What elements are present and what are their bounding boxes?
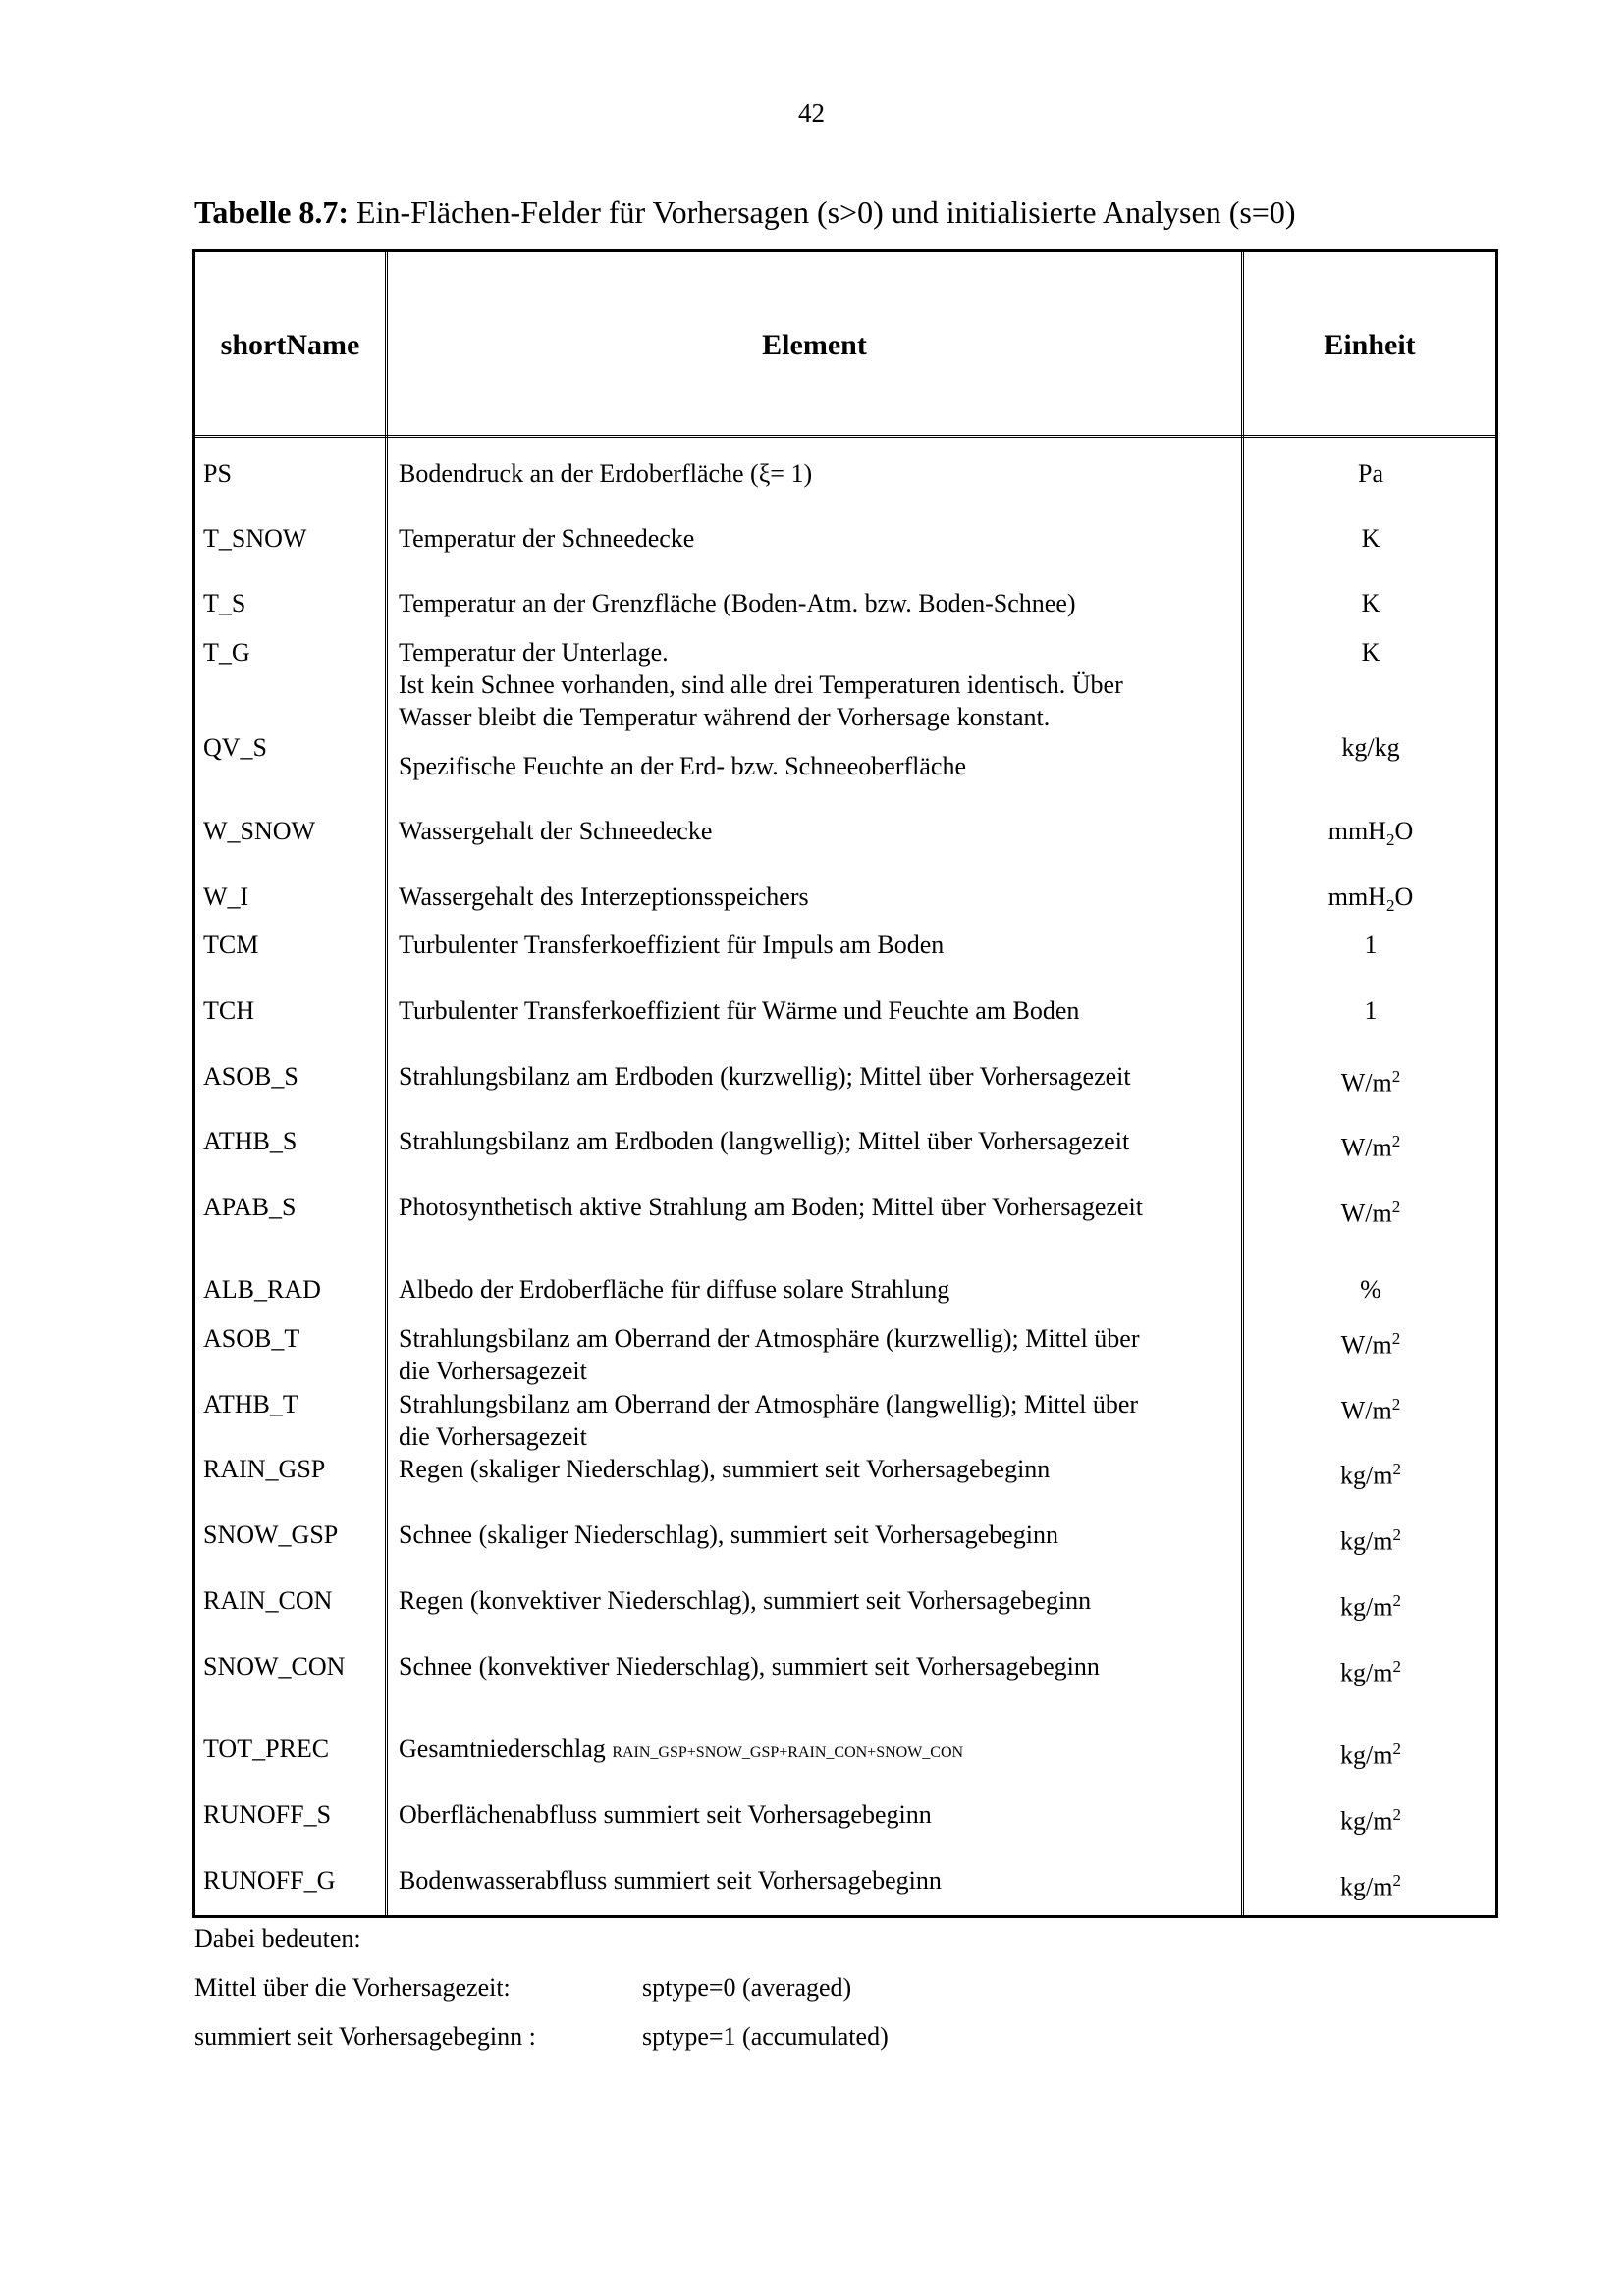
- caption-label: Tabelle 8.7:: [194, 194, 350, 230]
- row-unit-superscript: 2: [1391, 1132, 1401, 1150]
- row-element: [399, 881, 809, 913]
- row-element: [399, 1733, 963, 1769]
- row-element-text: Strahlungsbilanz am Oberrand der Atmosphäre (kurzwellig); Mittel über: [399, 1324, 1140, 1353]
- footnote-value-averaged: sptype=0 (averaged): [642, 1973, 852, 2002]
- row-unit-superscript: 2: [1392, 1871, 1401, 1890]
- row-element: [399, 1798, 932, 1831]
- header-element: Element: [762, 329, 867, 361]
- row-element: [399, 994, 1079, 1027]
- row-element-text: Gesamtniederschlag: [399, 1735, 613, 1763]
- row-unit-text: W/m: [1340, 1396, 1392, 1425]
- row-unit: [1245, 1388, 1496, 1427]
- row-element: [399, 522, 694, 555]
- row-unit-text: 1: [1364, 996, 1378, 1025]
- row-shortname: PS: [203, 459, 232, 488]
- row-unit-superscript: 2: [1392, 1591, 1401, 1610]
- row-element-text: Regen (konvektiver Niederschlag), summiert seit Vorhersagebeginn: [399, 1586, 1092, 1615]
- row-unit: [1245, 929, 1496, 961]
- row-unit-superscript: 2: [1391, 1198, 1401, 1216]
- row-element-text: Temperatur der Unterlage.: [399, 638, 669, 667]
- row-shortname: SNOW_GSP: [203, 1521, 339, 1549]
- row-element-text: Strahlungsbilanz am Oberrand der Atmosphäre (langwellig); Mittel über: [399, 1390, 1139, 1418]
- row-unit: [1245, 457, 1496, 490]
- row-element: [399, 929, 944, 961]
- header-einheit: Einheit: [1324, 329, 1416, 361]
- row-element-text: Wassergehalt der Schneedecke: [399, 817, 713, 845]
- row-element: [399, 457, 812, 490]
- row-element-text: Turbulenter Transferkoeffizient für Wärme und Feuchte am Boden: [399, 996, 1080, 1025]
- row-unit-text: K: [1361, 638, 1380, 667]
- row-unit-tail: O: [1394, 817, 1414, 845]
- row-unit-text: kg/m: [1340, 1872, 1393, 1901]
- row-unit-text: W/m: [1340, 1330, 1392, 1360]
- row-unit: [1245, 1650, 1496, 1689]
- row-unit-text: W/m: [1340, 1068, 1392, 1097]
- row-shortname: ATHB_S: [203, 1127, 298, 1155]
- row-unit: [1245, 1584, 1496, 1624]
- row-shortname: RUNOFF_G: [203, 1866, 336, 1895]
- row-unit-text: kg/m: [1340, 1526, 1393, 1556]
- row-element-continuation: Wasser bleibt die Temperatur während der Vorhersage konstant.: [399, 703, 1051, 731]
- footnote-intro: Dabei bedeuten:: [194, 1924, 361, 1952]
- row-unit-text: %: [1360, 1275, 1381, 1304]
- column-divider-1: [385, 249, 388, 1918]
- row-element-text: Wassergehalt des Interzeptionsspeichers: [399, 882, 809, 911]
- row-shortname: ALB_RAD: [203, 1275, 321, 1304]
- row-shortname: RUNOFF_S: [203, 1800, 332, 1829]
- row-unit-superscript: 2: [1392, 1460, 1401, 1478]
- row-shortname: W_I: [203, 882, 249, 911]
- row-shortname: TCH: [203, 996, 254, 1025]
- row-element-continuation: Ist kein Schnee vorhanden, sind alle drei Temperaturen identisch. Über: [399, 670, 1123, 699]
- row-shortname: T_G: [203, 638, 250, 667]
- header-shortname: shortName: [220, 329, 360, 361]
- row-unit-text: W/m: [1340, 1133, 1392, 1162]
- row-element: [399, 1864, 942, 1896]
- row-unit: [1245, 1864, 1496, 1903]
- row-element: [399, 1650, 1100, 1682]
- row-unit: [1245, 522, 1496, 555]
- header-divider: [192, 435, 1498, 438]
- row-unit: [1245, 731, 1496, 764]
- row-unit-text: mmH: [1327, 817, 1386, 845]
- row-unit-text: mmH: [1327, 882, 1386, 911]
- row-unit: [1245, 1191, 1496, 1230]
- row-element: [399, 1388, 1138, 1453]
- row-shortname: ASOB_S: [203, 1062, 298, 1091]
- footnote-term-accumulated: summiert seit Vorhersagebeginn :: [194, 2022, 536, 2051]
- row-element: [399, 1584, 1091, 1617]
- row-shortname: T_S: [203, 589, 246, 617]
- row-unit: [1245, 1519, 1496, 1558]
- row-element: [399, 815, 712, 847]
- row-unit-superscript: 2: [1392, 1525, 1401, 1544]
- row-element-formula: RAIN_GSP+SNOW_GSP+RAIN_CON+SNOW_CON: [612, 1744, 964, 1761]
- row-shortname: ASOB_T: [203, 1324, 300, 1353]
- row-element: [399, 1125, 1129, 1157]
- row-element-text: Bodenwasserabfluss summiert seit Vorhersagebeginn: [399, 1866, 942, 1895]
- row-unit: [1245, 815, 1496, 856]
- column-divider-2: [1241, 249, 1244, 1918]
- footnote-value-accumulated: sptype=1 (accumulated): [642, 2022, 889, 2051]
- row-element-text: Schnee (konvektiver Niederschlag), summiert seit Vorhersagebeginn: [399, 1652, 1100, 1681]
- row-unit-text: 1: [1364, 931, 1378, 959]
- row-element-text: Temperatur der Schneedecke: [399, 524, 695, 553]
- row-unit-subscript: 2: [1385, 830, 1395, 850]
- row-element-text: Regen (skaliger Niederschlag), summiert seit Vorhersagebeginn: [399, 1455, 1051, 1483]
- row-unit: [1245, 1125, 1496, 1164]
- table-caption: [194, 194, 1296, 231]
- row-unit: [1245, 1060, 1496, 1099]
- row-element-text: Schnee (skaliger Niederschlag), summiert seit Vorhersagebeginn: [399, 1521, 1058, 1549]
- row-unit-text: Pa: [1358, 459, 1383, 488]
- row-unit-text: K: [1361, 524, 1380, 553]
- row-shortname: ATHB_T: [203, 1390, 298, 1418]
- row-element-text: Photosynthetisch aktive Strahlung am Boden; Mittel über Vorhersagezeit: [399, 1193, 1143, 1221]
- row-element-text: Strahlungsbilanz am Erdboden (kurzwellig); Mittel über Vorhersagezeit: [399, 1062, 1131, 1091]
- row-unit-superscript: 2: [1392, 1657, 1401, 1676]
- row-unit: [1245, 1322, 1496, 1362]
- row-unit-text: kg/m: [1340, 1592, 1393, 1622]
- row-unit: [1245, 881, 1496, 922]
- row-element: [399, 636, 1123, 733]
- row-unit-text: K: [1361, 589, 1380, 617]
- row-unit-superscript: 2: [1391, 1395, 1401, 1414]
- row-element: [399, 1273, 949, 1306]
- row-element: [399, 587, 1076, 619]
- row-unit: [1245, 636, 1496, 668]
- row-element-text: Spezifische Feuchte an der Erd- bzw. Schneeoberfläche: [399, 752, 966, 780]
- row-unit-text: W/m: [1340, 1199, 1392, 1228]
- row-unit: [1245, 587, 1496, 619]
- row-element-text: Bodendruck an der Erdoberfläche (ξ= 1): [399, 459, 813, 488]
- row-unit: [1245, 1273, 1496, 1306]
- row-unit-superscript: 2: [1391, 1329, 1401, 1348]
- row-element: [399, 750, 966, 782]
- row-unit-text: kg/m: [1340, 1740, 1393, 1770]
- row-element-text: Oberflächenabfluss summiert seit Vorhersagebeginn: [399, 1800, 932, 1829]
- row-element: [399, 1519, 1058, 1551]
- row-shortname: APAB_S: [203, 1193, 297, 1221]
- page-number: 42: [798, 98, 825, 128]
- footnote-term-averaged: Mittel über die Vorhersagezeit:: [194, 1973, 511, 2002]
- row-element-continuation: die Vorhersagezeit: [399, 1422, 587, 1451]
- row-element-text: Turbulenter Transferkoeffizient für Impuls am Boden: [399, 931, 945, 959]
- row-shortname: QV_S: [203, 733, 268, 762]
- row-unit: [1245, 1453, 1496, 1492]
- row-element-continuation: die Vorhersagezeit: [399, 1357, 587, 1385]
- row-unit-text: kg/m: [1340, 1806, 1393, 1836]
- row-element-text: Temperatur an der Grenzfläche (Boden-Atm. bzw. Boden-Schnee): [399, 589, 1076, 617]
- row-unit: [1245, 1733, 1496, 1772]
- row-unit-tail: O: [1394, 882, 1414, 911]
- row-unit-superscript: 2: [1392, 1739, 1401, 1758]
- row-element-text: Albedo der Erdoberfläche für diffuse solare Strahlung: [399, 1275, 950, 1304]
- row-unit: [1245, 994, 1496, 1027]
- row-shortname: TOT_PREC: [203, 1735, 330, 1763]
- row-unit-superscript: 2: [1392, 1805, 1401, 1824]
- row-unit-superscript: 2: [1391, 1067, 1401, 1086]
- row-unit-text: kg/m: [1340, 1461, 1393, 1490]
- row-shortname: T_SNOW: [203, 524, 307, 553]
- row-unit-text: kg/m: [1340, 1658, 1393, 1687]
- row-element: [399, 1453, 1050, 1485]
- row-shortname: SNOW_CON: [203, 1652, 346, 1681]
- row-unit-text: kg/kg: [1341, 733, 1400, 762]
- row-element: [399, 1191, 1143, 1223]
- row-shortname: RAIN_GSP: [203, 1455, 326, 1483]
- row-element: [399, 1322, 1140, 1387]
- caption-text: Ein-Flächen-Felder für Vorhersagen (s>0) und initialisierte Analysen (s=0): [349, 194, 1296, 230]
- row-element-text: Strahlungsbilanz am Erdboden (langwellig); Mittel über Vorhersagezeit: [399, 1127, 1130, 1155]
- row-unit: [1245, 1798, 1496, 1838]
- row-shortname: RAIN_CON: [203, 1586, 333, 1615]
- row-shortname: TCM: [203, 931, 259, 959]
- row-element: [399, 1060, 1131, 1093]
- row-shortname: W_SNOW: [203, 817, 316, 845]
- row-unit-subscript: 2: [1385, 896, 1395, 916]
